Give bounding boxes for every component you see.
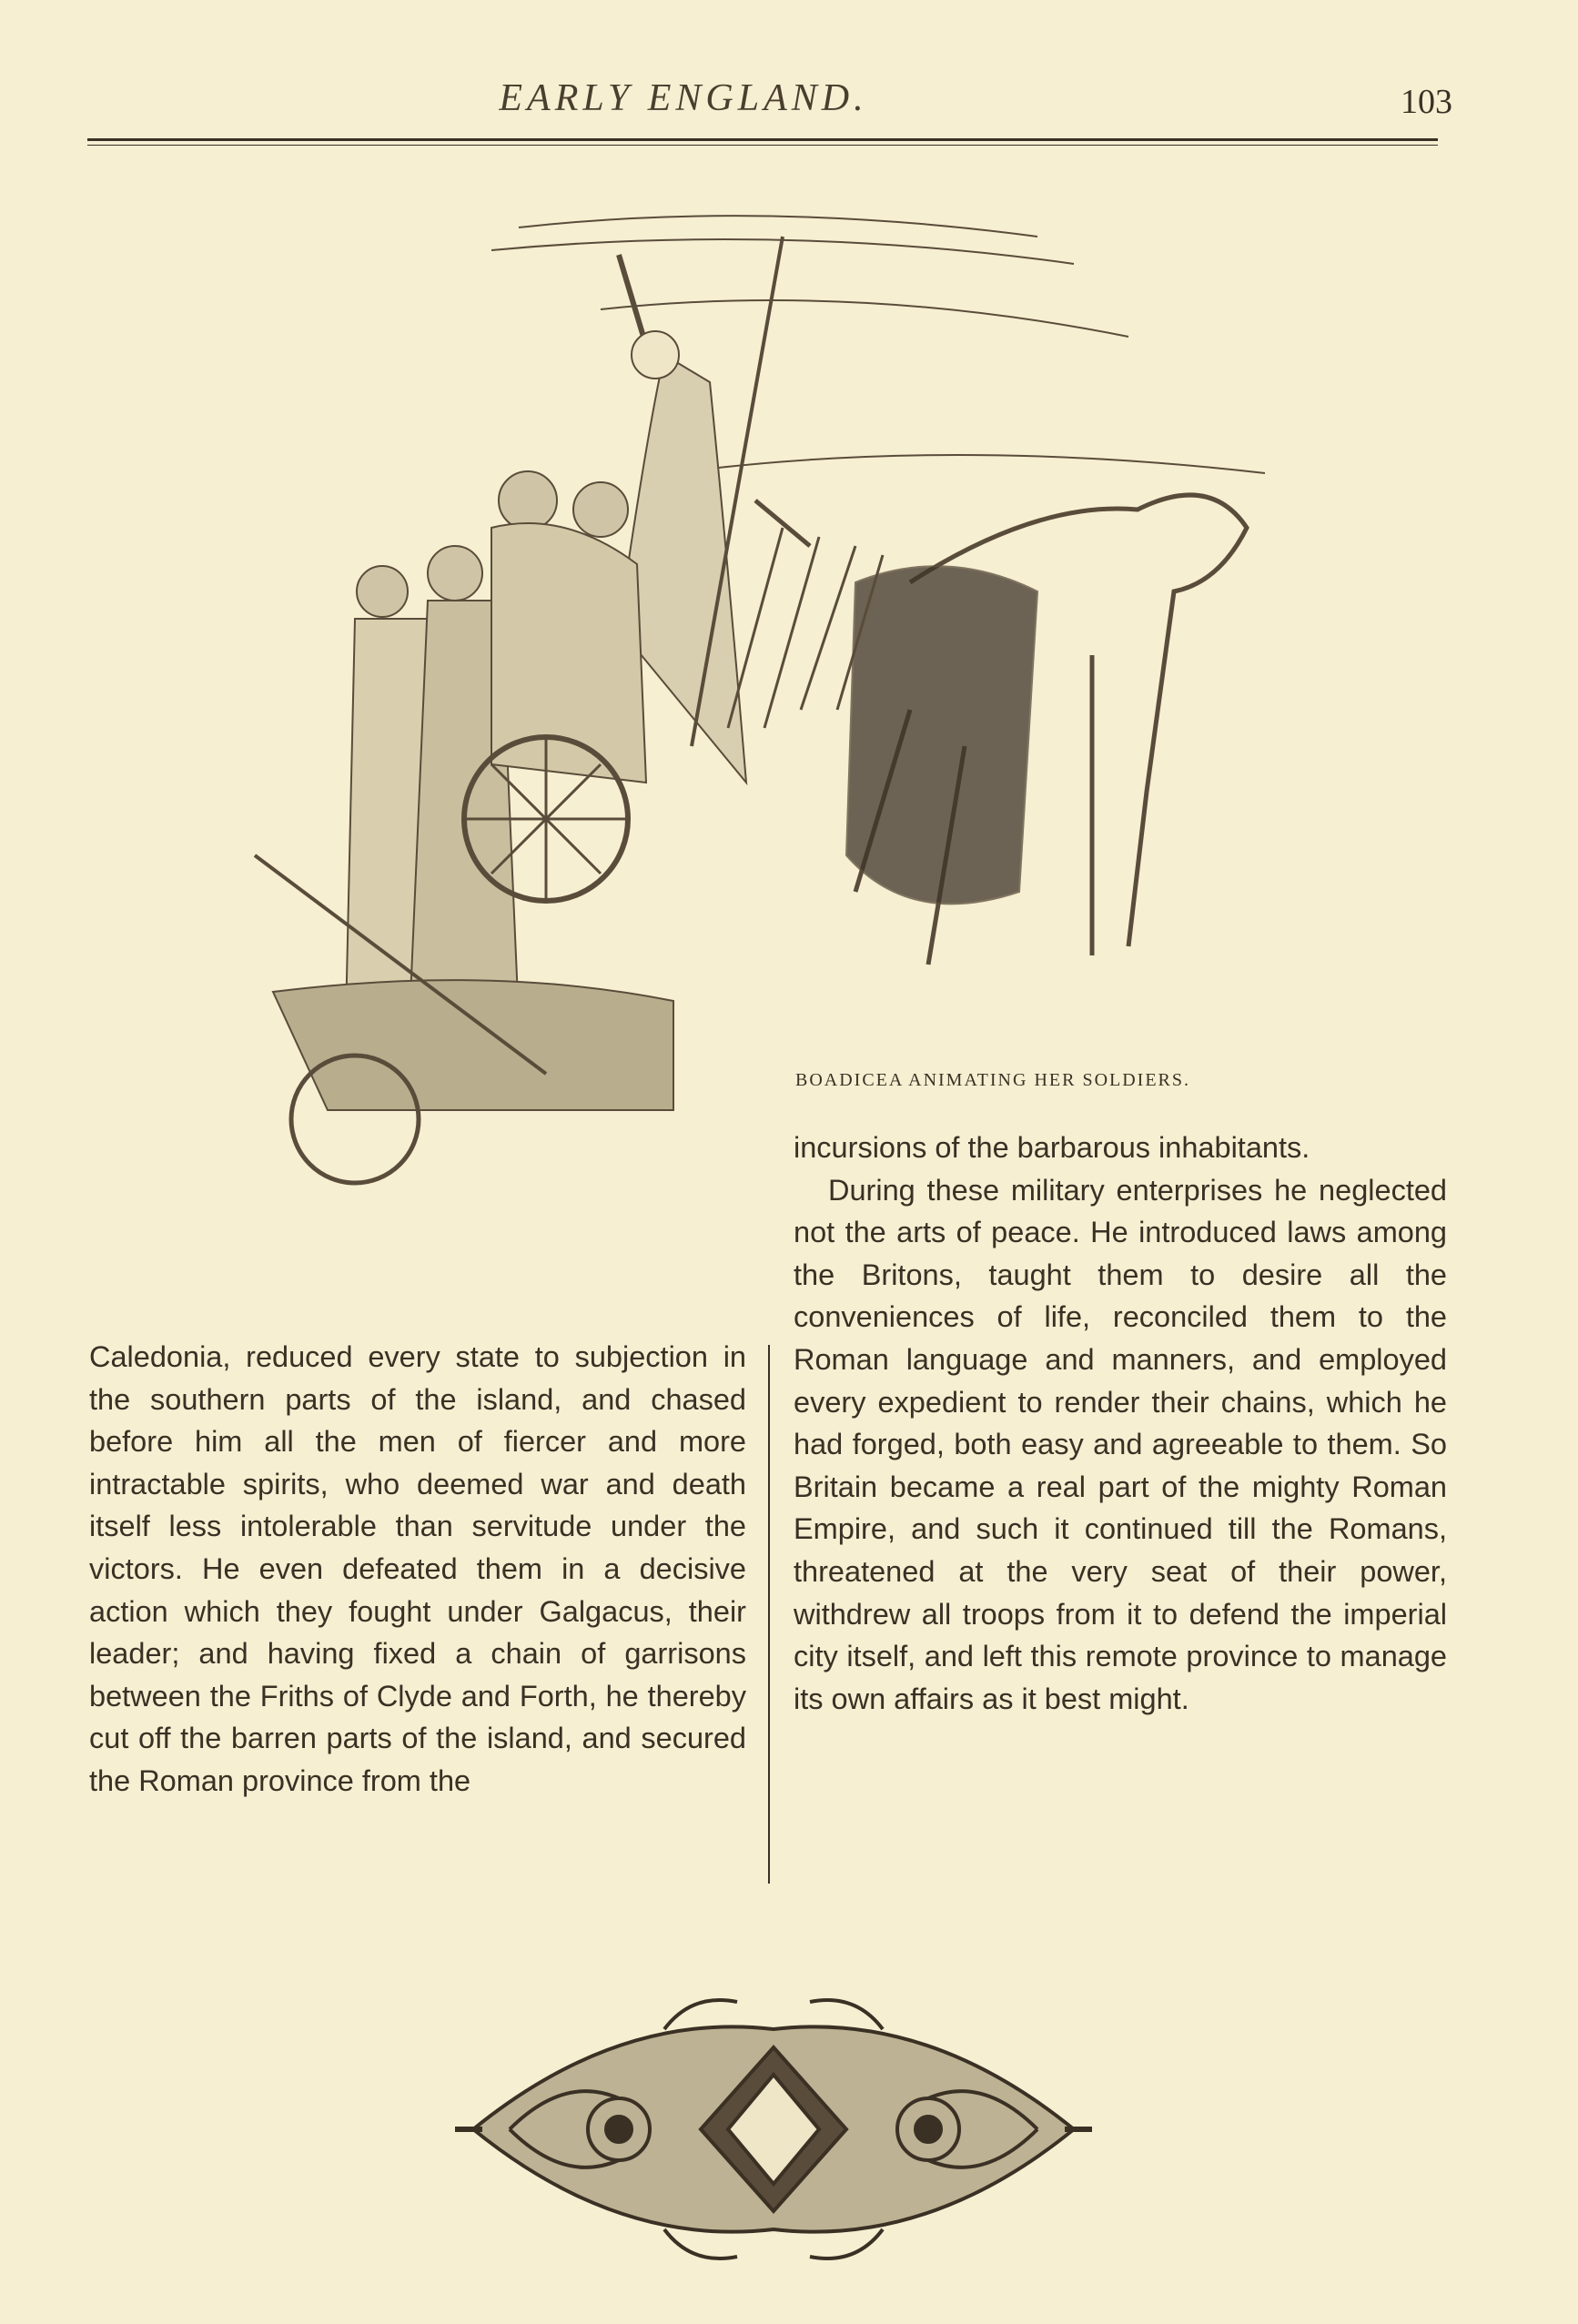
column-divider [768, 1345, 770, 1884]
right-paragraph-2: During these military enterprises he neglected not the arts of peace. He introduced laws among the Britons, taught them to desire all the conveniences of life, reconciled them to the Roman language and manners, and employed every expedient to render their chains, which he had forged, both easy and agreeable to them. So Britain became a real part of the mighty Roman Empire, and such it continued till the Romans, threatened at the very seat of their power, withdrew all troops from it to defend the imperial city itself, and left this remote province to manage its own affairs as it best might. [794, 1173, 1447, 1715]
decorative-tailpiece-ornament [455, 1975, 1092, 2284]
right-column [794, 1127, 1447, 1720]
page-number: 103 [1401, 83, 1452, 121]
right-paragraph-1: incursions of the barbarous inhabitants. [794, 1131, 1310, 1164]
left-column [89, 1336, 746, 1803]
header-rule-thin [87, 145, 1438, 146]
header-rule [87, 138, 1438, 141]
running-head [87, 76, 1452, 140]
running-title: EARLY ENGLAND. [499, 77, 868, 119]
left-paragraph: Caledonia, reduced every state to subjection in the southern parts of the island, and chased before him all the men of fiercer and more intractable spirits, who deemed war and death itself less intolerable than servitude under the victors. He even defeated them in a decisive action which they fought under Galgacus, their leader; and having fixed a chain of garrisons between the Friths of Clyde and Forth, he thereby cut off the barren parts of the island, and secured the Roman province from the [89, 1340, 746, 1797]
illustration-caption: BOADICEA ANIMATING HER SOLDIERS. [795, 1070, 1191, 1090]
